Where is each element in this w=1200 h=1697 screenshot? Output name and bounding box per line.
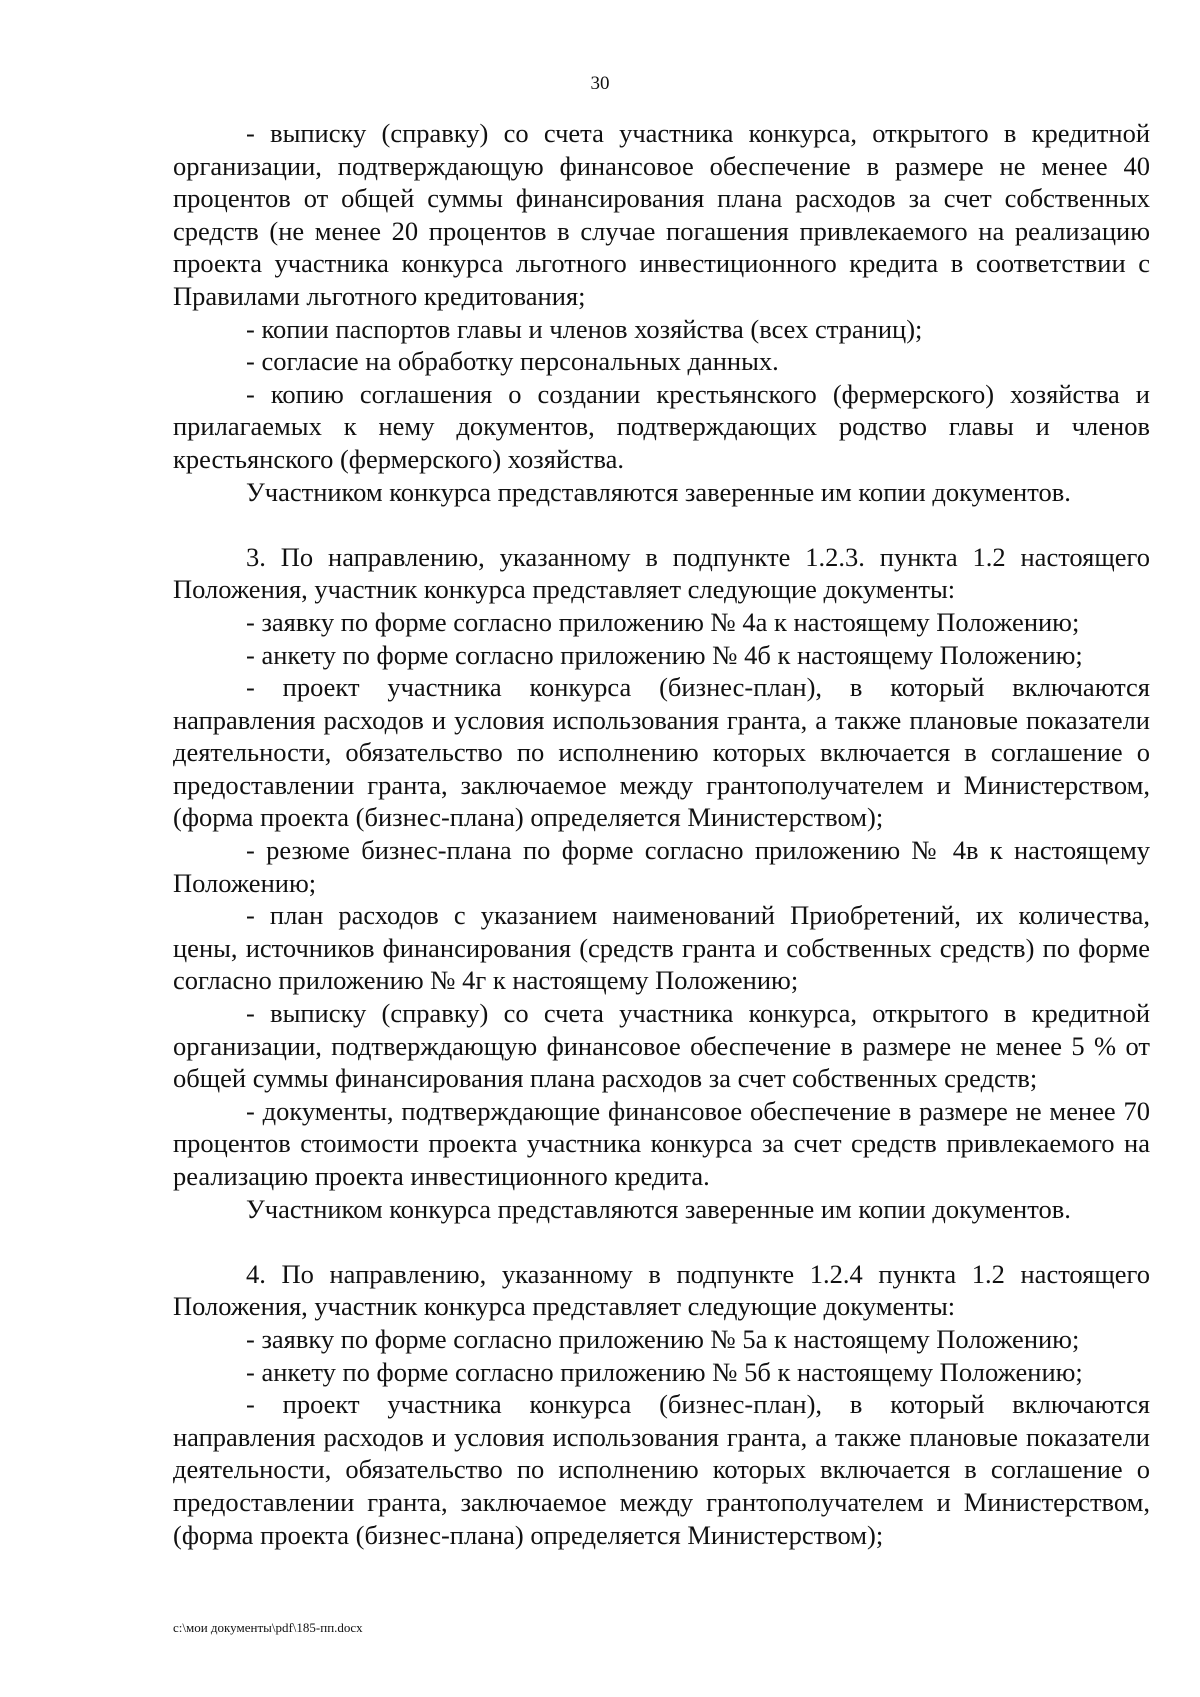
page-number: 30	[590, 73, 610, 94]
paragraph-farm-agreement: - копию соглашения о создании крестьянского (фермерского) хозяйства и прилагаемых к нему документов, подтверждающих родство главы и членов крестьянского (фермерского) хозяйства.	[173, 378, 1150, 474]
paragraph-bank-statement-5pct: - выписку (справку) со счета участника конкурса, открытого в кредитной организации, подтверждающую финансовое обеспечение в размере не менее 5 % от общей суммы финансирования плана расходов за счет собственных средств;	[173, 998, 1150, 1094]
paragraph-financing-70pct: - документы, подтверждающие финансовое обеспечение в размере не менее 70 процентов стоимости проекта участника конкурса за счет средств привлекаемого на реализацию проекта инвестиционного кредита.	[173, 1095, 1150, 1191]
paragraph-business-plan: - проект участника конкурса (бизнес-план), в который включаются направления расходов и условия использования гранта, а также плановые показатели деятельности, обязательство по исполнению которых включается в соглашение о предоставлении гранта, заключаемое между грантополучателем и Министерством, (форма проекта (бизнес-плана) определяется Министерством);	[173, 672, 1150, 833]
paragraph-expense-plan-4g: - план расходов с указанием наименований Приобретений, их количества, цены, источников финансирования (средств гранта и собственных средств) по форме согласно приложению № 4г к настоящему Положению;	[173, 900, 1150, 996]
paragraph-application-4a: - заявку по форме согласно приложению № 4а к настоящему Положению;	[246, 606, 1080, 637]
paragraph-resume-4v: - резюме бизнес-плана по форме согласно приложению № 4в к настоящему Положению;	[173, 835, 1150, 898]
document-body	[173, 117, 1150, 1551]
paragraph-bank-statement: - выписку (справку) со счета участника конкурса, открытого в кредитной организации, подтверждающую финансовое обеспечение в размере не менее 40 процентов от общей суммы финансирования плана расходов за счет собственных средств (не менее 20 процентов в случае погашения привлекаемого на реализацию проекта участника конкурса льготного инвестиционного кредита в соответствии с Правилами льготного кредитования;	[173, 118, 1150, 311]
paragraph-certified-copies: Участником конкурса представляются заверенные им копии документов.	[246, 476, 1071, 507]
paragraph-consent: - согласие на обработку персональных данных.	[246, 346, 779, 377]
paragraph-section-4-intro: 4. По направлению, указанному в подпункте 1.2.4 пункта 1.2 настоящего Положения, участник конкурса представляет следующие документы:	[173, 1258, 1150, 1322]
paragraph-application-5a: - заявку по форме согласно приложению № 5а к настоящему Положению;	[246, 1323, 1080, 1354]
footer-file-path: c:\мои документы\pdf\185-пп.docx	[173, 1620, 363, 1635]
paragraph-passports: - копии паспортов главы и членов хозяйства (всех страниц);	[246, 313, 923, 344]
paragraph-questionnaire-4b: - анкету по форме согласно приложению № 4б к настоящему Положению;	[246, 639, 1083, 670]
paragraph-certified-copies: Участником конкурса представляются заверенные им копии документов.	[246, 1193, 1071, 1224]
paragraph-section-3-intro: 3. По направлению, указанному в подпункте 1.2.3. пункта 1.2 настоящего Положения, участник конкурса представляет следующие документы:	[173, 541, 1150, 605]
paragraph-questionnaire-5b: - анкету по форме согласно приложению № 5б к настоящему Положению;	[246, 1356, 1083, 1387]
paragraph-business-plan: - проект участника конкурса (бизнес-план), в который включаются направления расходов и условия использования гранта, а также плановые показатели деятельности, обязательство по исполнению которых включается в соглашение о предоставлении гранта, заключаемое между грантополучателем и Министерством, (форма проекта (бизнес-плана) определяется Министерством);	[173, 1389, 1150, 1550]
